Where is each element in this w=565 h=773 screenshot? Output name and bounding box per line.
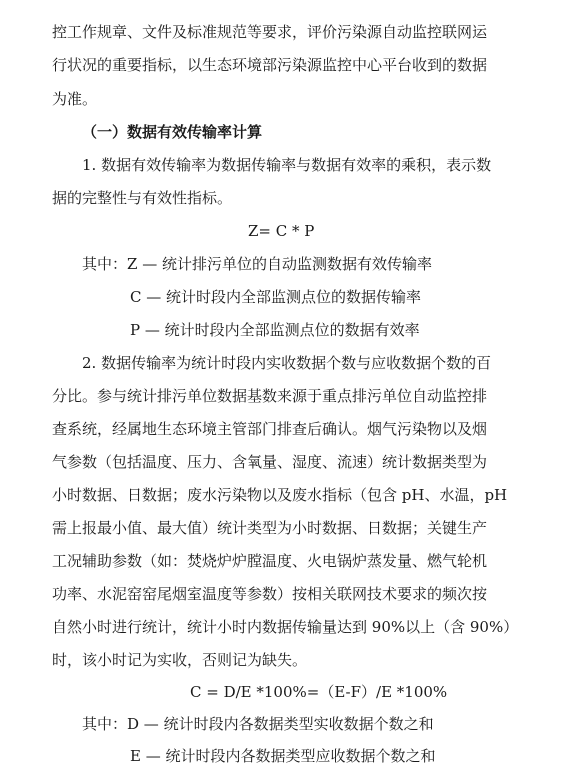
text-line: 需上报最小值、最大值）统计类型为小时数据、日数据；关键生产 xyxy=(52,519,488,537)
text-line: 自然小时进行统计，统计小时内数据传输量达到 90%以上（含 90%） xyxy=(52,618,519,636)
text-line: 1. 数据有效传输率为数据传输率与数据有效率的乘积，表示数 xyxy=(82,156,492,174)
text-line: 分比。参与统计排污单位数据基数来源于重点排污单位自动监控排 xyxy=(52,387,488,405)
definition-line: E — 统计时段内各数据类型应收数据个数之和 xyxy=(130,747,436,765)
section-heading: （一）数据有效传输率计算 xyxy=(82,123,263,141)
definition-line: 其中：Z — 统计排污单位的自动监测数据有效传输率 xyxy=(82,255,432,273)
text-line: 功率、水泥窑窑尾烟室温度等参数）按相关联网技术要求的频次按 xyxy=(52,585,488,603)
text-line: 2. 数据传输率为统计时段内实收数据个数与应收数据个数的百 xyxy=(82,354,492,372)
text-line: 查系统，经属地生态环境主管部门排查后确认。烟气污染物以及烟 xyxy=(52,420,488,438)
text-line: 行状况的重要指标，以生态环境部污染源监控中心平台收到的数据 xyxy=(52,56,488,74)
definition-line: 其中：D — 统计时段内各数据类型实收数据个数之和 xyxy=(82,715,434,733)
definition-line: P — 统计时段内全部监测点位的数据有效率 xyxy=(130,321,420,339)
text-line: 时，该小时记为实收，否则记为缺失。 xyxy=(52,651,308,669)
text-line: 控工作规章、文件及标准规范等要求，评价污染源自动监控联网运 xyxy=(52,23,488,41)
text-line: 为准。 xyxy=(52,90,98,108)
formula: C = D/E *100%=（E-F）/E *100% xyxy=(190,683,448,701)
text-line: 气参数（包括温度、压力、含氧量、湿度、流速）统计数据类型为 xyxy=(52,453,488,471)
text-line: 据的完整性与有效性指标。 xyxy=(52,189,233,207)
formula: Z= C * P xyxy=(248,222,315,240)
text-line: 工况辅助参数（如：焚烧炉炉膛温度、火电锅炉蒸发量、燃气轮机 xyxy=(52,552,488,570)
text-line: 小时数据、日数据；废水污染物以及废水指标（包含 pH、水温，pH xyxy=(52,486,508,504)
definition-line: C — 统计时段内全部监测点位的数据传输率 xyxy=(130,288,422,306)
